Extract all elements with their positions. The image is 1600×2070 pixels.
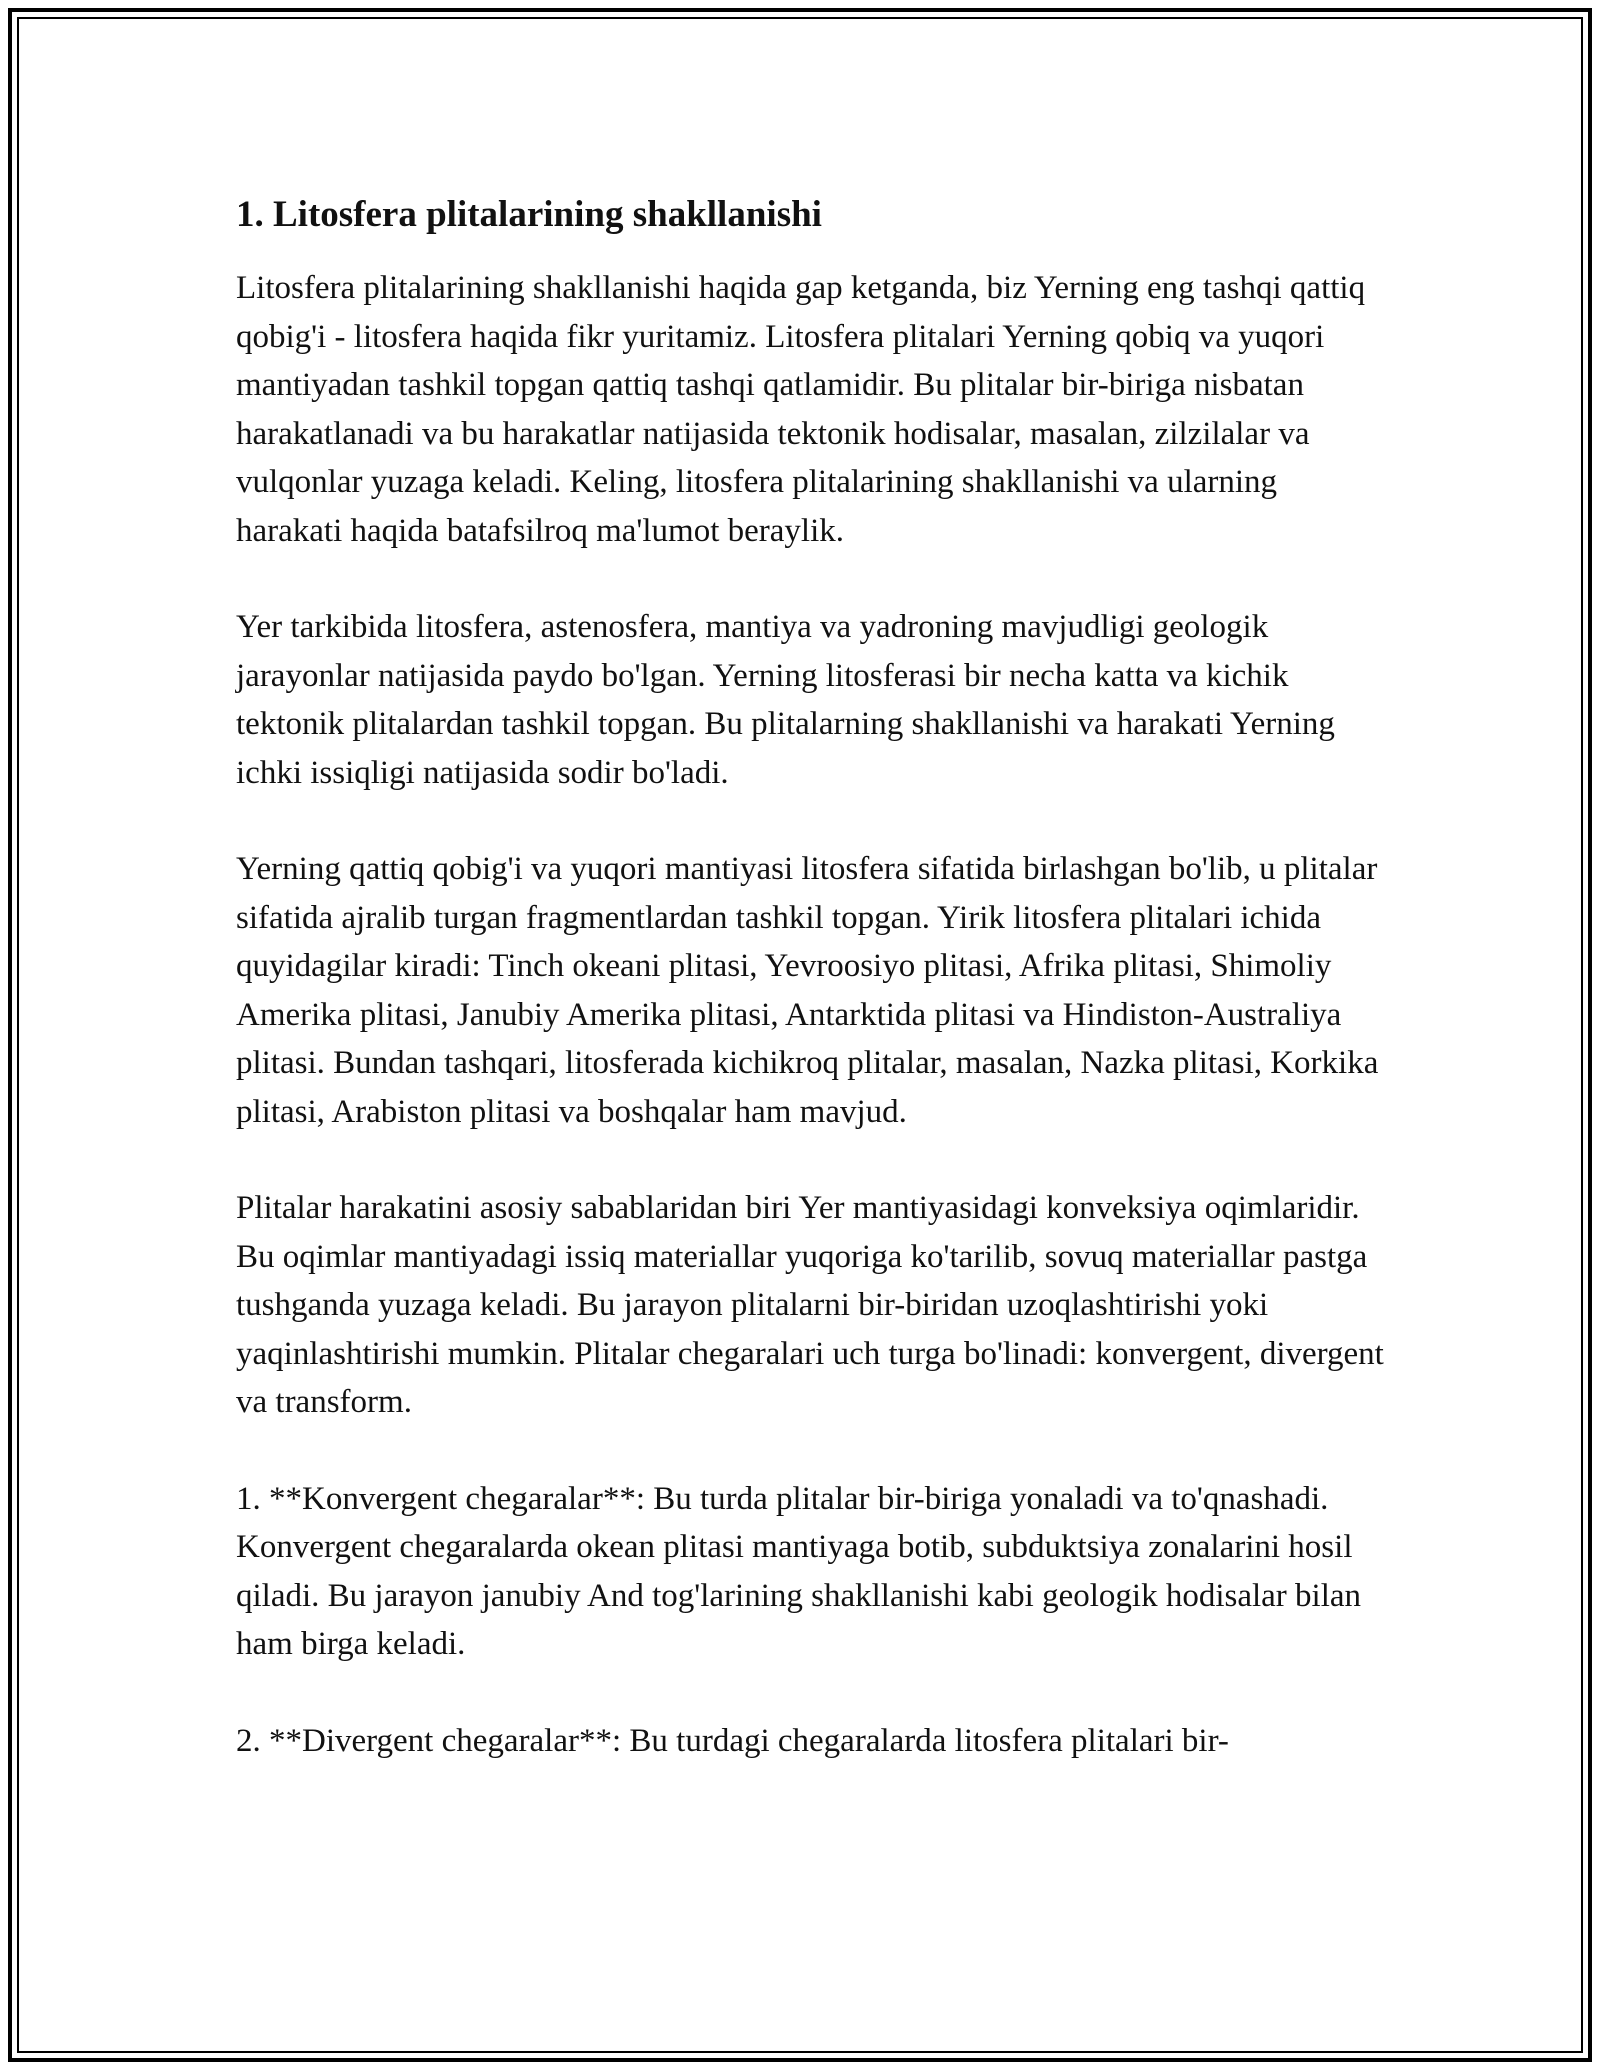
paragraph-convection: Plitalar harakatini asosiy sabablaridan biri Yer mantiyasidagi konveksiya oqimlaridir. Bu oqimlar mantiyadagi issiq materiallar yuqoriga ko'tarilib, sovuq materiallar pastga tushganda yuzaga keladi. Bu jarayon plitalarni bir-biridan uzoqlashtirishi yoki yaqinlashtirishi mumkin. Plitalar chegaralari uch turga bo'linadi: konvergent, divergent va transform. [236,1190,1384,1420]
paragraph-convergent: 1. **Konvergent chegaralar**: Bu turda plitalar bir-biriga yonaladi va to'qnashadi. Konvergent chegaralarda okean plitasi mantiyaga botib, subduktsiya zonalarini hosil qiladi. Bu jarayon janubiy And tog'larining shakllanishi kabi geologik hodisalar bilan ham birga keladi. [236,1480,1362,1662]
paragraph-earth-structure: Yer tarkibida litosfera, astenosfera, mantiya va yadroning mavjudligi geologik jarayonlar natijasida paydo bo'lgan. Yerning litosferasi bir necha katta va kichik tektonik plitalardan tashkil topgan. Bu plitalarning shakllanishi va harakati Yerning ichki issiqligi natijasida sodir bo'ladi. [236,609,1335,791]
paragraph-intro: Litosfera plitalarining shakllanishi haqida gap ketganda, biz Yerning eng tashqi qattiq qobig'i - litosfera haqida fikr yuritamiz. Litosfera plitalari Yerning qobiq va yuqori mantiyadan tashkil topgan qattiq tashqi qatlamidir. Bu plitalar bir-biriga nisbatan harakatlanadi va bu harakatlar natijasida tektonik hodisalar, masalan, zilzilalar va vulqonlar yuzaga keladi. Keling, litosfera plitalarining shakllanishi va ularning harakati haqida batafsilroq ma'lumot beraylik. [236,270,1366,549]
paragraph-major-plates: Yerning qattiq qobig'i va yuqori mantiyasi litosfera sifatida birlashgan bo'lib, u plitalar sifatida ajralib turgan fragmentlardan tashkil topgan. Yirik litosfera plitalari ichida quyidagilar kiradi: Tinch okeani plitasi, Yevroosiyo plitasi, Afrika plitasi, Shimoliy Amerika plitasi, Janubiy Amerika plitasi, Antarktida plitasi va Hindiston-Australiya plitasi. Bundan tashqari, litosferada kichikroq plitalar, masalan, Nazka plitasi, Korkika plitasi, Arabiston plitasi va boshqalar ham mavjud. [236,851,1379,1130]
section-heading: 1. Litosfera plitalarining shakllanishi [236,194,822,235]
paragraph-divergent: 2. **Divergent chegaralar**: Bu turdagi chegaralarda litosfera plitalari bir- [236,1722,1229,1759]
document-body [236,186,1386,1813]
